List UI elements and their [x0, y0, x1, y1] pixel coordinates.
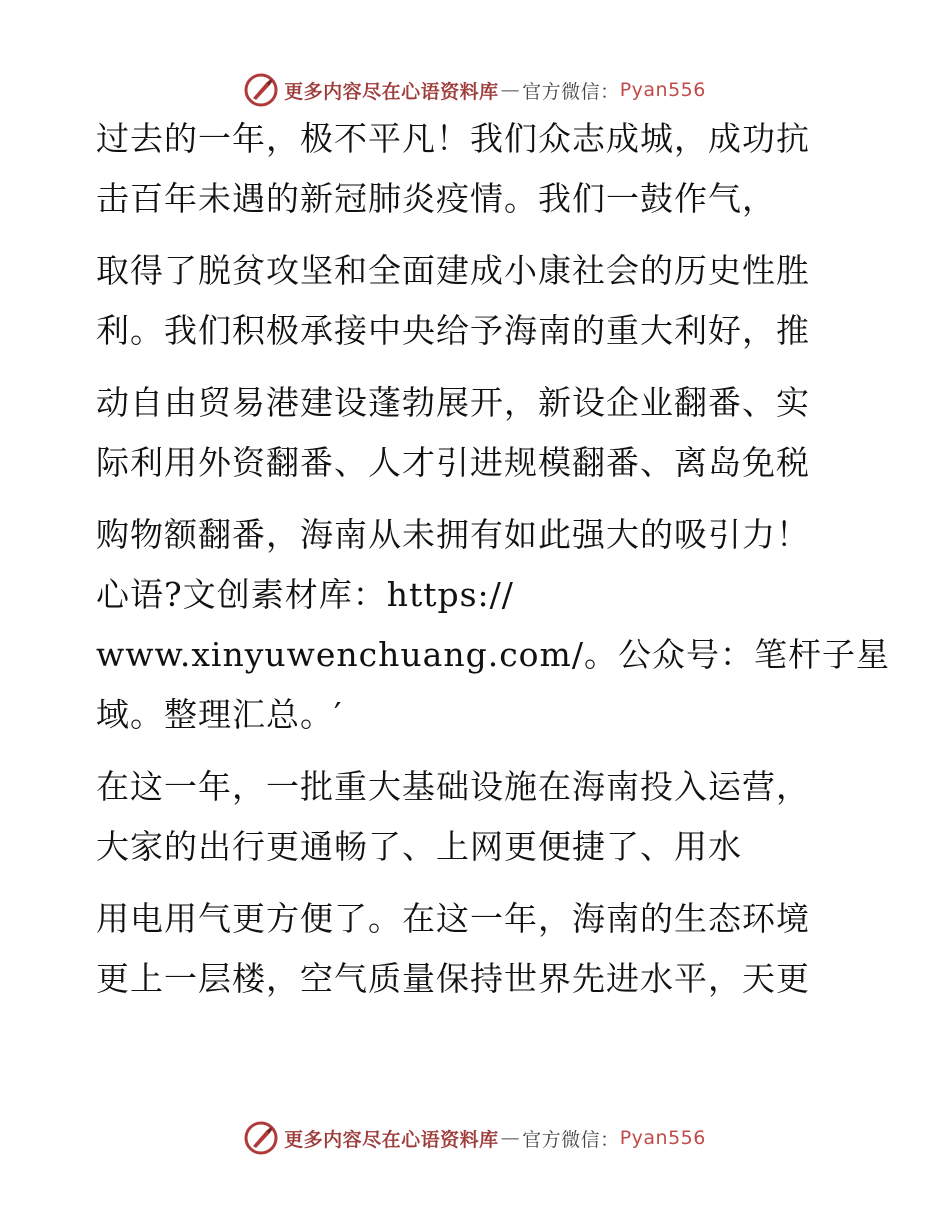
paragraph: [96, 384, 836, 482]
paragraph: [96, 768, 836, 866]
quill-logo-icon: [244, 73, 278, 107]
watermark-dash: —: [500, 79, 521, 101]
text-line: 大家的出行更通畅了、上网更便捷了、用水: [96, 827, 742, 866]
text-line: 击百年未遇的新冠肺炎疫情。我们一鼓作气，: [96, 179, 776, 218]
watermark-wechat-id: Pyan556: [619, 79, 706, 101]
text-line: 利。我们积极承接中央给予海南的重大利好，推: [96, 311, 810, 350]
paragraph: [96, 635, 890, 734]
paragraph: [96, 120, 836, 218]
text-line: 过去的一年，极不平凡！我们众志成城，成功抗: [96, 119, 810, 158]
watermark-site-text: 更多内容尽在心语资料库: [284, 1128, 499, 1151]
text-line: 取得了脱贫攻坚和全面建成小康社会的历史性胜: [96, 251, 810, 290]
watermark-label: 官方微信：: [522, 80, 620, 103]
paragraph: [96, 516, 836, 614]
text-line: 在这一年，一批重大基础设施在海南投入运营，: [96, 767, 810, 806]
text-line: 动自由贸易港建设蓬勃展开，新设企业翻番、实: [96, 383, 810, 422]
text-line: 际利用外资翻番、人才引进规模翻番、离岛免税: [96, 443, 810, 482]
text-line: 更上一层楼，空气质量保持世界先进水平，天更: [96, 959, 810, 998]
watermark-label: 官方微信：: [522, 1128, 620, 1151]
watermark-site-text: 更多内容尽在心语资料库: [284, 80, 499, 103]
text-line: 心语?文创素材库：https://: [96, 575, 514, 614]
text-line: 用电用气更方便了。在这一年，海南的生态环境: [96, 899, 810, 938]
header-watermark: [0, 70, 950, 110]
quill-logo-icon: [244, 1121, 278, 1155]
text-line: 域。整理汇总。′: [96, 695, 343, 734]
watermark-wechat-id: Pyan556: [619, 1127, 706, 1149]
paragraph: [96, 252, 836, 350]
footer-watermark: [0, 1118, 950, 1158]
document-body: [96, 119, 890, 998]
text-line: 购物额翻番，海南从未拥有如此强大的吸引力！: [96, 515, 810, 554]
watermark-dash: —: [500, 1127, 521, 1149]
paragraph: [96, 900, 836, 998]
text-line: www.xinyuwenchuang.com/。公众号：笔杆子星: [96, 635, 890, 674]
